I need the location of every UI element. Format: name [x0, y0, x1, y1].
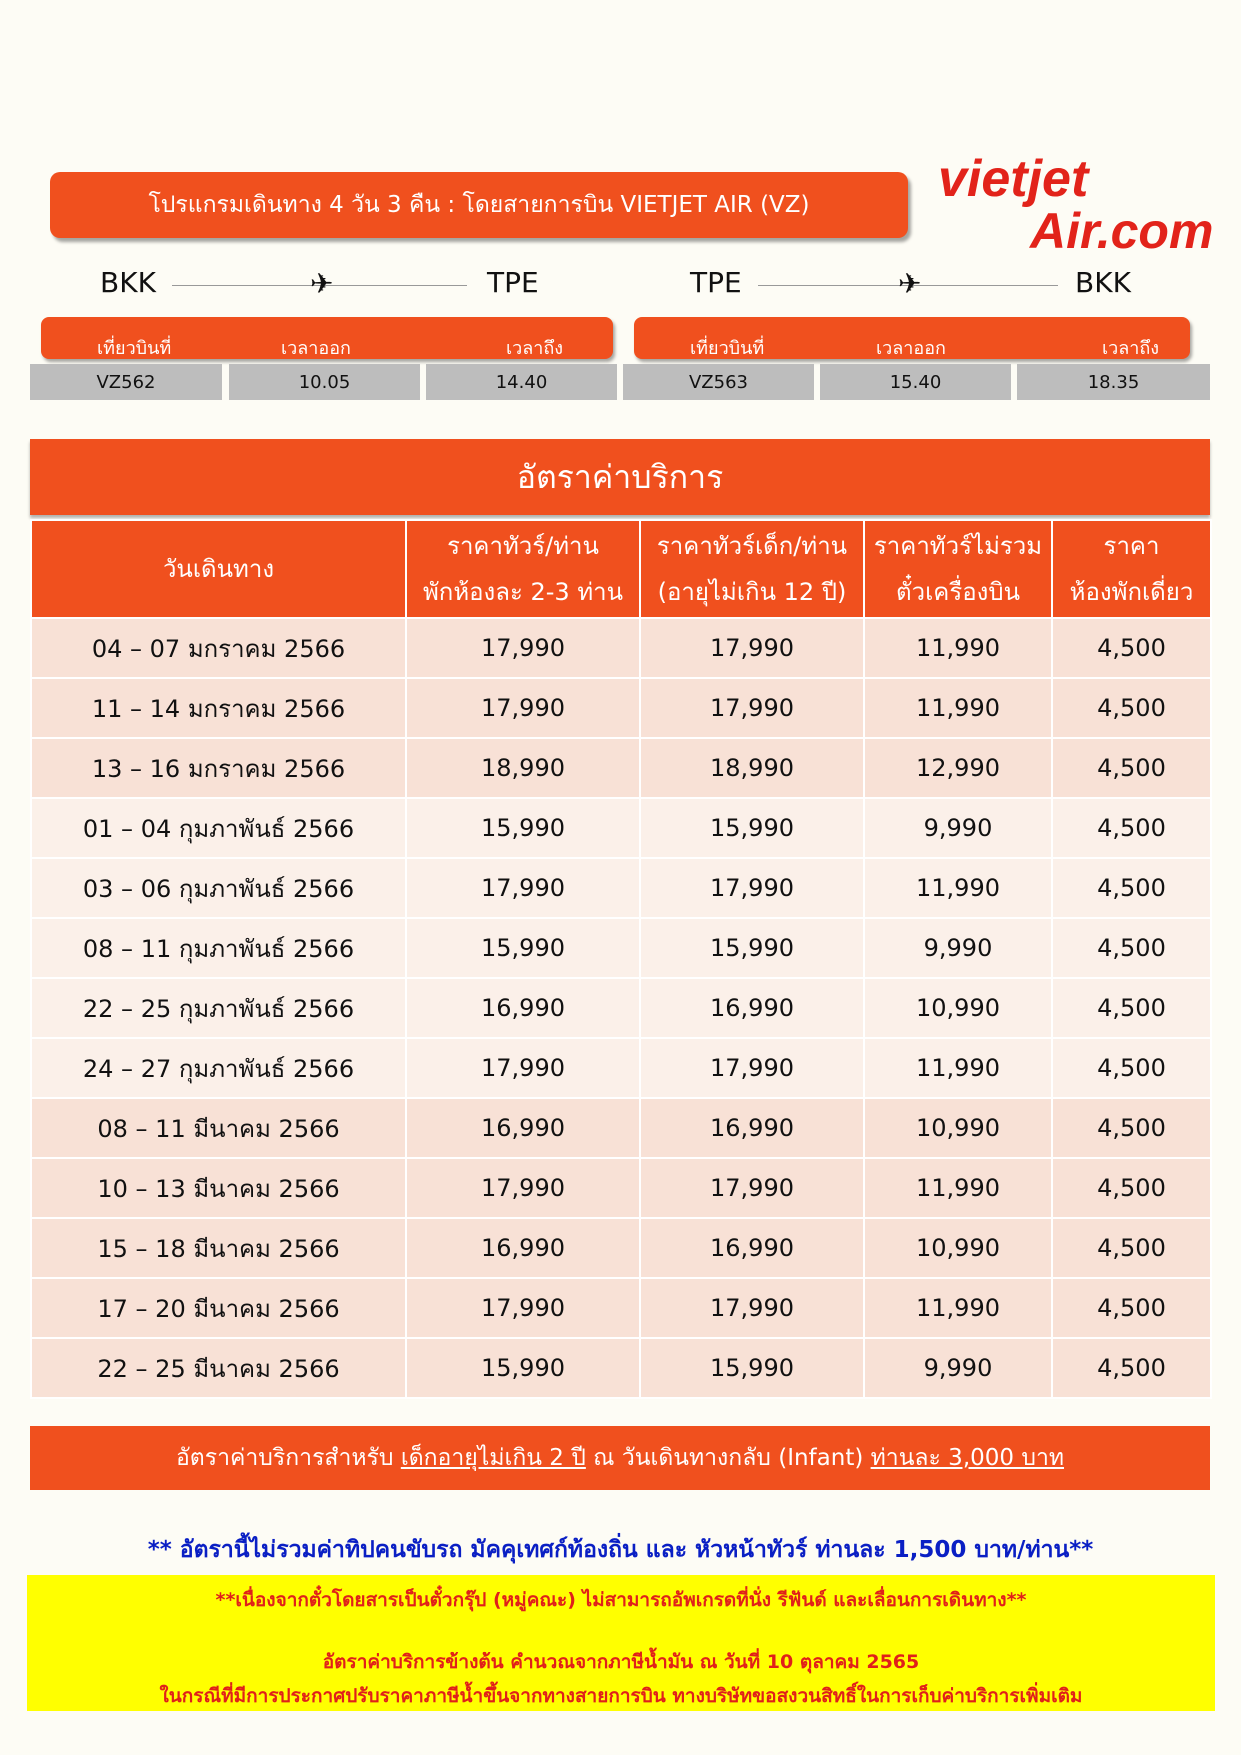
table-cell: 17,990	[406, 618, 640, 678]
table-cell: 16,990	[640, 978, 864, 1038]
table-cell: 04 – 07 มกราคม 2566	[31, 618, 406, 678]
table-cell: 17,990	[640, 678, 864, 738]
flight2-header	[634, 317, 1190, 359]
table-cell: 16,990	[406, 1098, 640, 1158]
program-title: โปรแกรมเดินทาง 4 วัน 3 คืน : โดยสายการบิน VIETJET AIR (VZ)	[148, 192, 810, 218]
flight1-header	[41, 317, 613, 359]
table-row	[31, 738, 1211, 798]
table-cell: 15,990	[640, 798, 864, 858]
table-cell: 17,990	[640, 1038, 864, 1098]
table-cell: 18,990	[406, 738, 640, 798]
table-cell: 15 – 18 มีนาคม 2566	[31, 1218, 406, 1278]
table-row	[31, 1038, 1211, 1098]
table-cell: 15,990	[640, 918, 864, 978]
table-cell: 17,990	[640, 858, 864, 918]
table-cell: 4,500	[1052, 858, 1211, 918]
table-cell: 17,990	[406, 678, 640, 738]
table-cell: 11,990	[864, 1158, 1052, 1218]
table-cell: 24 – 27 กุมภาพันธ์ 2566	[31, 1038, 406, 1098]
table-cell: 15,990	[406, 918, 640, 978]
route1-to: TPE	[487, 266, 539, 299]
depart-label: เวลาออก	[281, 338, 351, 359]
table-cell: 17,990	[406, 1278, 640, 1338]
table-cell: 9,990	[864, 918, 1052, 978]
column-header-date: วันเดินทาง	[31, 520, 406, 618]
table-cell: 17,990	[640, 618, 864, 678]
table-cell: 11,990	[864, 858, 1052, 918]
route2-from: TPE	[690, 266, 742, 299]
logo-text-line2: Air.com	[1030, 203, 1214, 259]
table-row	[31, 978, 1211, 1038]
table-cell: 11,990	[864, 1278, 1052, 1338]
table-row	[31, 678, 1211, 738]
program-title-banner	[50, 172, 908, 238]
table-cell: 13 – 16 มกราคม 2566	[31, 738, 406, 798]
infant-rate-bar	[30, 1426, 1210, 1490]
table-cell: 16,990	[406, 1218, 640, 1278]
table-cell: 22 – 25 มีนาคม 2566	[31, 1338, 406, 1398]
flight2-number: VZ563	[623, 364, 814, 400]
arrive-label: เวลาถึง	[506, 338, 564, 359]
logo-text-line1: vietjet	[938, 150, 1089, 208]
infant-middle: ณ วันเดินทางกลับ (Infant)	[593, 1445, 864, 1471]
table-cell: 4,500	[1052, 1278, 1211, 1338]
flight-no-label: เที่ยวบินที่	[690, 338, 765, 359]
vietjet-logo	[930, 150, 1220, 260]
price-adjust-note: ในกรณีที่มีการประกาศปรับราคาภาษีน้ำขึ้นจากทางสายการบิน ทางบริษัทขอสงวนสิทธิ์ในการเก็บค่าบริการเพิ่มเติม	[159, 1685, 1083, 1707]
table-cell: 4,500	[1052, 978, 1211, 1038]
table-cell: 11,990	[864, 1038, 1052, 1098]
table-cell: 11,990	[864, 678, 1052, 738]
airplane-icon: ✈	[898, 267, 922, 300]
table-cell: 17,990	[406, 1158, 640, 1218]
table-cell: 17,990	[640, 1158, 864, 1218]
table-cell: 4,500	[1052, 918, 1211, 978]
table-cell: 12,990	[864, 738, 1052, 798]
table-row	[31, 918, 1211, 978]
table-row	[31, 1218, 1211, 1278]
table-cell: 4,500	[1052, 1158, 1211, 1218]
table-cell: 4,500	[1052, 1338, 1211, 1398]
table-row	[31, 1158, 1211, 1218]
table-row	[31, 618, 1211, 678]
column-header-no-ticket-price: ราคาทัวร์ไม่รวม ตั๋วเครื่องบิน	[864, 520, 1052, 618]
infant-price: ท่านละ 3,000 บาท	[870, 1445, 1065, 1471]
table-row	[31, 858, 1211, 918]
table-cell: 16,990	[640, 1098, 864, 1158]
depart-label: เวลาออก	[876, 338, 946, 359]
flight1-number: VZ562	[30, 364, 222, 400]
table-cell: 17,990	[406, 858, 640, 918]
route2-to: BKK	[1075, 266, 1131, 299]
table-cell: 11,990	[864, 618, 1052, 678]
rates-title-text: อัตราค่าบริการ	[516, 457, 724, 496]
table-cell: 08 – 11 มีนาคม 2566	[31, 1098, 406, 1158]
column-header-single-room: ราคา ห้องพักเดี่ยว	[1052, 520, 1211, 618]
group-ticket-note: **เนื่องจากตั๋วโดยสารเป็นตั๋วกรุ๊ป (หมู่คณะ) ไม่สามารถอัพเกรดที่นั่ง รีฟันด์ และเลื่อนการเดินทาง**	[215, 1589, 1027, 1611]
table-cell: 11 – 14 มกราคม 2566	[31, 678, 406, 738]
table-cell: 4,500	[1052, 1098, 1211, 1158]
table-cell: 15,990	[640, 1338, 864, 1398]
column-header-child-price: ราคาทัวร์เด็ก/ท่าน (อายุไม่เกิน 12 ปี)	[640, 520, 864, 618]
table-cell: 03 – 06 กุมภาพันธ์ 2566	[31, 858, 406, 918]
rates-title	[30, 439, 1210, 515]
rates-header-row	[31, 520, 1211, 618]
infant-prefix: อัตราค่าบริการสำหรับ	[175, 1445, 394, 1471]
airplane-icon: ✈	[310, 267, 334, 300]
route1-from: BKK	[100, 266, 156, 299]
table-cell: 10,990	[864, 1218, 1052, 1278]
table-cell: 15,990	[406, 1338, 640, 1398]
table-row	[31, 798, 1211, 858]
table-cell: 08 – 11 กุมภาพันธ์ 2566	[31, 918, 406, 978]
table-cell: 16,990	[640, 1218, 864, 1278]
flight2-arrive: 18.35	[1017, 364, 1210, 400]
table-cell: 17,990	[406, 1038, 640, 1098]
tip-note: ** อัตรานี้ไม่รวมค่าทิปคนขับรถ มัคคุเทศก์ท้องถิ่น และ หัวหน้าทัวร์ ท่านละ 1,500 บาท/ท่าน**	[147, 1537, 1094, 1563]
table-row	[31, 1338, 1211, 1398]
table-row	[31, 1098, 1211, 1158]
conditions-box	[27, 1575, 1215, 1711]
flight1-depart: 10.05	[229, 364, 420, 400]
table-cell: 22 – 25 กุมภาพันธ์ 2566	[31, 978, 406, 1038]
table-cell: 10,990	[864, 1098, 1052, 1158]
flight2-depart: 15.40	[820, 364, 1011, 400]
table-cell: 4,500	[1052, 618, 1211, 678]
column-header-tour-price: ราคาทัวร์/ท่าน พักห้องละ 2-3 ท่าน	[406, 520, 640, 618]
table-row	[31, 1278, 1211, 1338]
table-cell: 01 – 04 กุมภาพันธ์ 2566	[31, 798, 406, 858]
table-cell: 17,990	[640, 1278, 864, 1338]
table-cell: 4,500	[1052, 798, 1211, 858]
table-cell: 10 – 13 มีนาคม 2566	[31, 1158, 406, 1218]
flight1-arrive: 14.40	[426, 364, 617, 400]
table-cell: 4,500	[1052, 678, 1211, 738]
flight-no-label: เที่ยวบินที่	[97, 338, 172, 359]
table-cell: 18,990	[640, 738, 864, 798]
infant-age: เด็กอายุไม่เกิน 2 ปี	[400, 1445, 586, 1471]
table-cell: 4,500	[1052, 1038, 1211, 1098]
rates-table	[30, 519, 1212, 1399]
table-cell: 16,990	[406, 978, 640, 1038]
table-cell: 9,990	[864, 1338, 1052, 1398]
table-cell: 17 – 20 มีนาคม 2566	[31, 1278, 406, 1338]
fuel-tax-note: อัตราค่าบริการข้างต้น คำนวณจากภาษีน้ำมัน ณ วันที่ 10 ตุลาคม 2565	[322, 1651, 920, 1673]
arrive-label: เวลาถึง	[1102, 338, 1160, 359]
table-cell: 4,500	[1052, 1218, 1211, 1278]
table-cell: 9,990	[864, 798, 1052, 858]
table-cell: 15,990	[406, 798, 640, 858]
table-cell: 4,500	[1052, 738, 1211, 798]
table-cell: 10,990	[864, 978, 1052, 1038]
